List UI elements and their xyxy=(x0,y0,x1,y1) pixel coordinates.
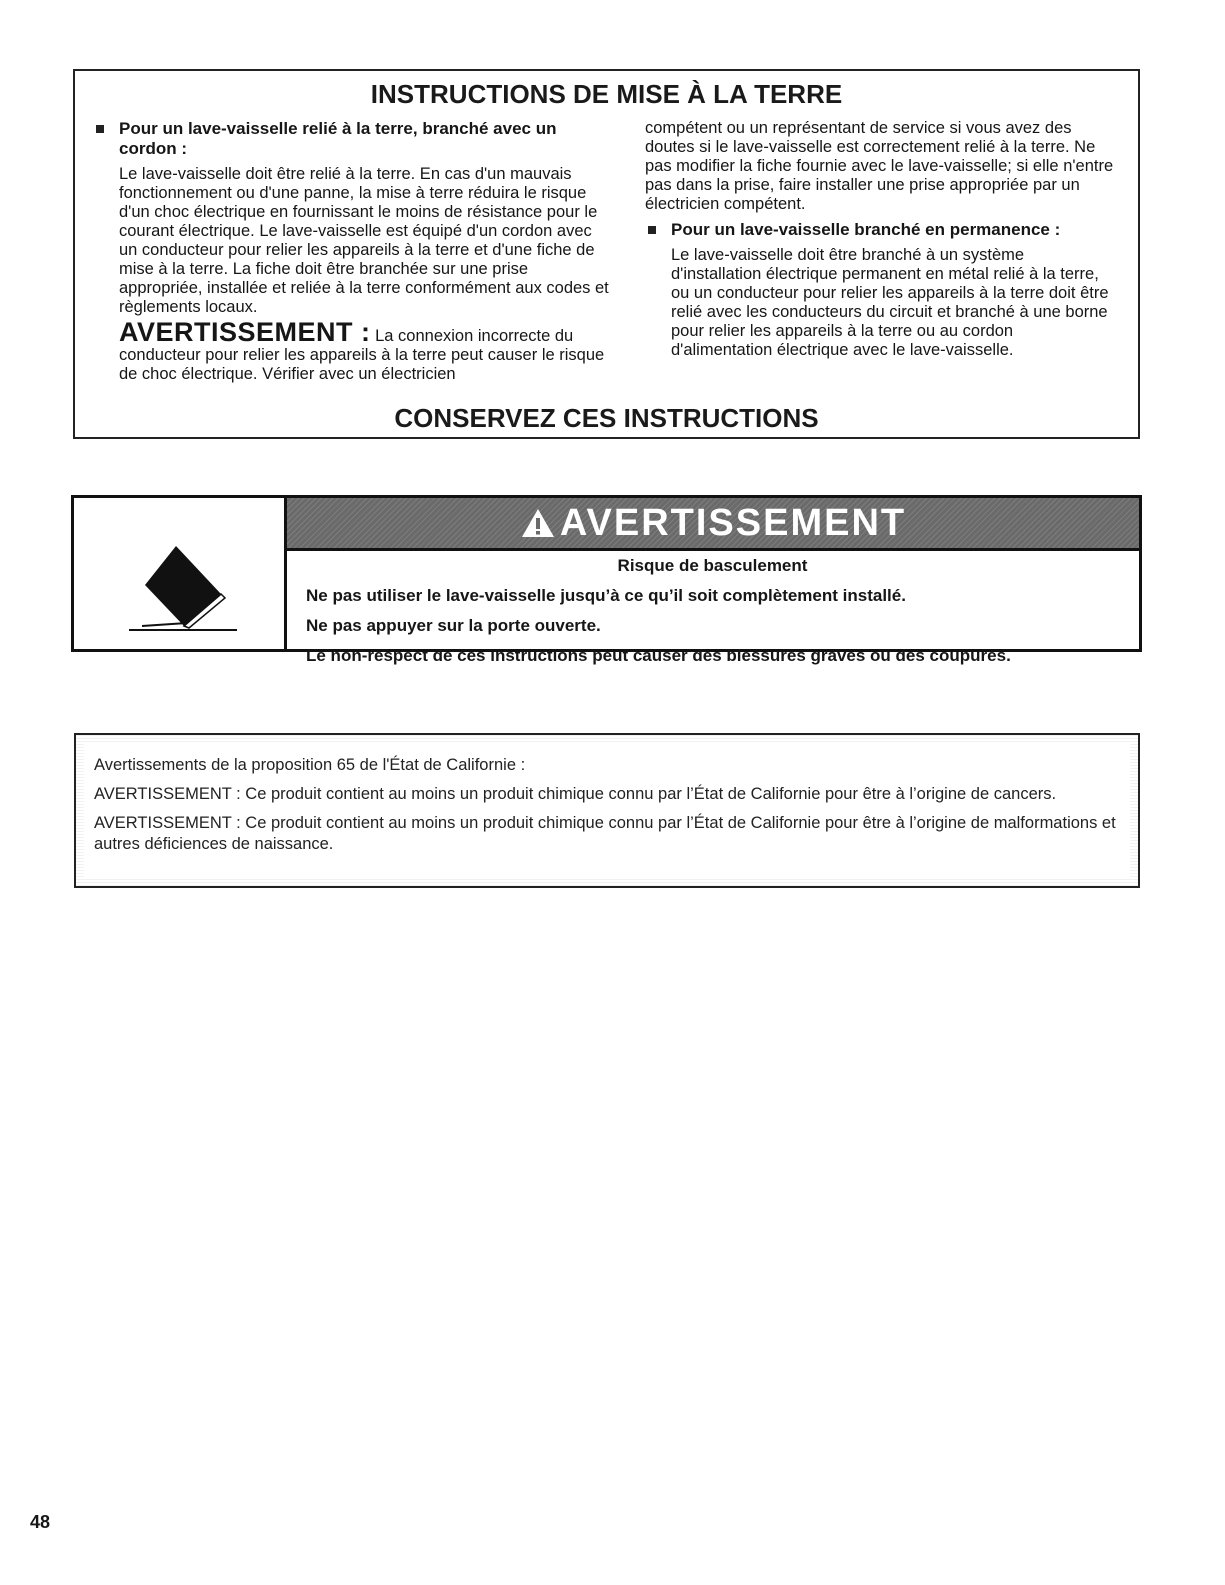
tip-hazard-title: Risque de basculement xyxy=(617,556,808,575)
prop65-box xyxy=(74,733,1140,888)
page-number: 48 xyxy=(30,1512,51,1532)
grounding-warning xyxy=(93,317,613,384)
tip-over-icon xyxy=(74,498,287,649)
warning-word: AVERTISSEMENT : xyxy=(119,317,371,347)
permanent-body: Le lave-vaisselle doit être branché à un système d'installation électrique permanent en métal relié à la terre, ou un conducteur pour relier les appareils à la terre doit être relié avec les conducteurs du circuit et branché à une borne pour relier les appareils à la terre ou au cordon d'alimentation électrique avec le lave-vaisselle. xyxy=(671,246,1109,359)
bullet-square-icon xyxy=(96,125,104,133)
grounding-right-column xyxy=(645,119,1115,360)
continued-text: compétent ou un représentant de service si vous avez des doutes si le lave-vaisselle est correctement relié à la terre. Ne pas modifier la fiche fournie avec le lave-vaisselle; si elle n'entre pas dans la prise, faire installer une prise appropriée par un électricien compétent. xyxy=(645,119,1114,213)
bullet-square-icon xyxy=(648,226,656,234)
tip-over-warning-box xyxy=(71,495,1142,665)
corded-body: Le lave-vaisselle doit être relié à la terre. En cas d'un mauvais fonctionnement ou d'une panne, la mise à terre réduira le risque d'un choc électrique en fournissant le moins de résistance pour le courant électrique. Le lave-vaisselle est équipé d'un cordon avec un conducteur pour relier les appareils à la terre et d'une fiche de mise à la terre. La fiche doit être branchée sur une prise appropriée, installée et reliée à la terre conformément aux codes et règlements locaux. xyxy=(119,165,609,316)
tip-over-icon-cell xyxy=(74,498,287,649)
save-instructions-footer: CONSERVEZ CES INSTRUCTIONS xyxy=(394,403,819,433)
tip-warning-text xyxy=(306,556,1129,676)
corded-heading xyxy=(93,119,613,159)
tip-line: Ne pas utiliser le lave-vaisselle jusqu’à ce qu’il soit complètement installé. xyxy=(306,586,906,605)
prop65-cancer-warning: AVERTISSEMENT : Ce produit contient au moins un produit chimique connu par l’État de Californie pour être à l’origine de cancers. xyxy=(94,785,1057,803)
tip-line: Ne pas appuyer sur la porte ouverte. xyxy=(306,616,601,635)
prop65-inner xyxy=(84,743,1130,878)
permanent-heading xyxy=(645,220,1115,240)
warning-banner xyxy=(287,498,1139,551)
prop65-title: Avertissements de la proposition 65 de l'État de Californie : xyxy=(94,756,526,774)
warning-banner-text: AVERTISSEMENT xyxy=(559,501,907,544)
grounding-left-column xyxy=(93,119,613,384)
alert-triangle-icon xyxy=(520,507,556,539)
warning-text: La connexion incorrecte du conducteur pour relier les appareils à la terre peut causer le risque de choc électrique. Vérifier avec un électricien xyxy=(119,327,605,383)
corded-heading-text: Pour un lave-vaisselle relié à la terre, branché avec un cordon : xyxy=(119,119,557,158)
grounding-title: INSTRUCTIONS DE MISE À LA TERRE xyxy=(370,79,843,109)
grounding-instructions-box xyxy=(73,69,1140,439)
tip-line: Le non-respect de ces instructions peut causer des blessures graves ou des coupures. xyxy=(306,646,1011,665)
prop65-birth-defect-warning: AVERTISSEMENT : Ce produit contient au moins un produit chimique connu par l’État de Californie pour être à l’origine de malformations et autres déficiences de naissance. xyxy=(94,814,1116,853)
permanent-heading-text: Pour un lave-vaisselle branché en permanence : xyxy=(671,220,1061,239)
